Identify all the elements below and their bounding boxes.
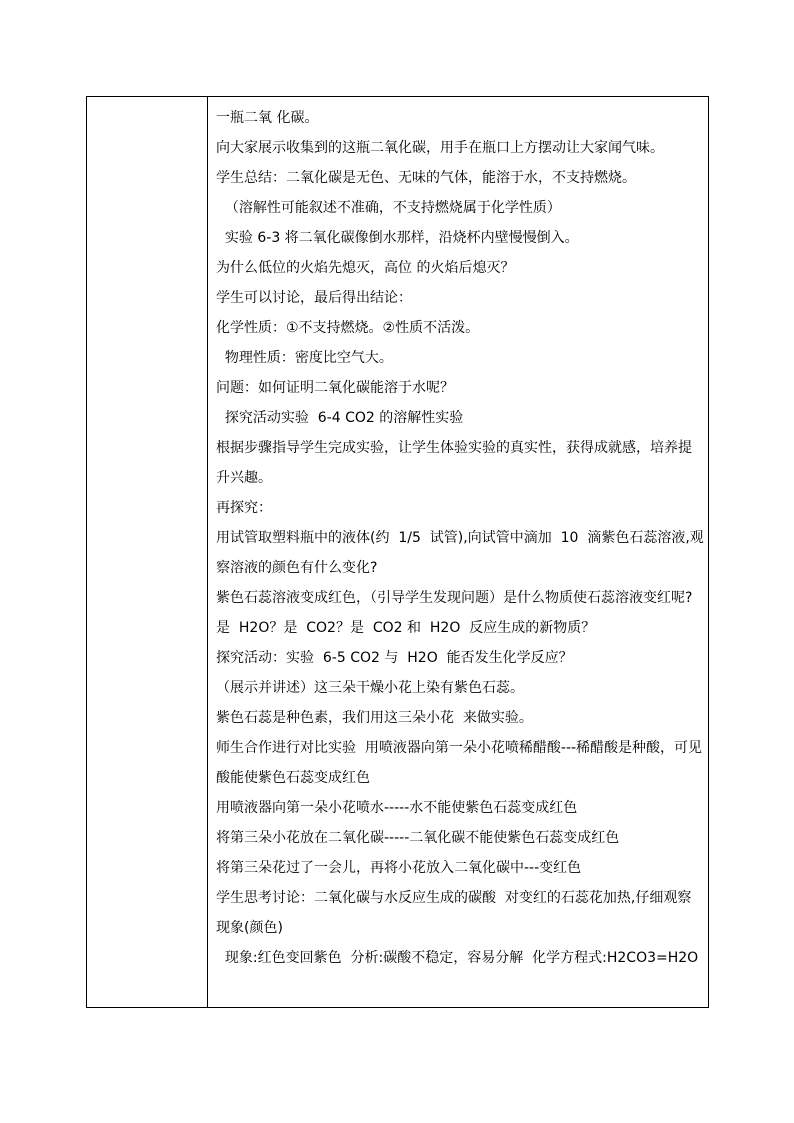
line-21: 将第三朵小花放在二氧化碳-----二氧化碳不能使紫色石蕊变成红色 [216, 830, 620, 846]
line-7: 学生可以讨论，最后得出结论： [216, 290, 412, 306]
line-18: 紫色石蕊是种色素，我们用这三朵小花 来做实验。 [216, 710, 533, 726]
lesson-table [86, 96, 709, 1008]
line-8: 化学性质：①不支持燃烧。②性质不活泼。 [216, 320, 480, 336]
line-24: 现象:红色变回紫色 分析:碳酸不稳定，容易分解 化学方程式:H2CO3=H2O [216, 950, 699, 966]
line-13: 再探究： [216, 500, 272, 516]
line-12: 根据步骤指导学生完成实验，让学生体验实验的真实性，获得成就感，培养提升兴趣。 [216, 440, 692, 486]
line-4: （溶解性可能叙述不准确，不支持燃烧属于化学性质） [216, 200, 561, 216]
line-14: 用试管取塑料瓶中的液体(约 1/5 试管),向试管中滴加 10 滴紫色石蕊溶液,观察溶液的颜色有什么变化? [216, 530, 704, 576]
left-column-cell [87, 97, 208, 1007]
lesson-content-cell [208, 97, 708, 1007]
line-3: 学生总结：二氧化碳是无色、无味的气体，能溶于水，不支持燃烧。 [216, 170, 636, 186]
line-11: 探究活动实验 6-4 CO2 的溶解性实验 [216, 410, 464, 426]
line-17: （展示并讲述）这三朵干燥小花上染有紫色石蕊。 [216, 680, 524, 696]
line-9: 物理性质：密度比空气大。 [216, 350, 393, 366]
line-6: 为什么低位的火焰先熄灭，高位 的火焰后熄灭？ [216, 260, 515, 276]
line-2: 向大家展示收集到的这瓶二氧化碳，用手在瓶口上方摆动让大家闻气味。 [216, 140, 664, 156]
line-23: 学生思考讨论：二氧化碳与水反应生成的碳酸 对变红的石蕊花加热,仔细观察现象(颜色) [216, 890, 692, 936]
line-15: 紫色石蕊溶液变成红色，（引导学生发现问题）是什么物质使石蕊溶液变红呢?是 H2O？是 CO2？是 CO2 和 H2O 反应生成的新物质？ [216, 590, 693, 636]
line-22: 将第三朵花过了一会儿，再将小花放入二氧化碳中---变红色 [216, 860, 582, 876]
line-5: 实验 6-3 将二氧化碳像倒水那样，沿烧杯内壁慢慢倒入。 [216, 230, 579, 246]
line-16: 探究活动：实验 6-5 CO2 与 H2O 能否发生化学反应？ [216, 650, 573, 666]
line-19: 师生合作进行对比实验 用喷液器向第一朵小花喷稀醋酸---稀醋酸是种酸，可见酸能使紫色石蕊变成红色 [216, 740, 703, 786]
line-1: 一瓶二氧 化碳。 [216, 110, 319, 126]
line-10: 问题：如何证明二氧化碳能溶于水呢？ [216, 380, 454, 396]
line-20: 用喷液器向第一朵小花喷水-----水不能使紫色石蕊变成红色 [216, 800, 578, 816]
